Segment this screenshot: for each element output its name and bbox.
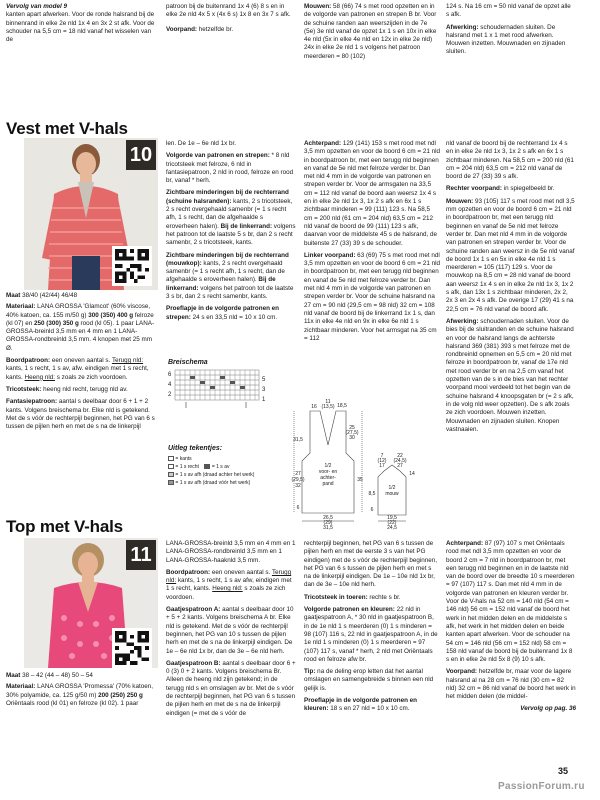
uitleg-legend bbox=[168, 455, 298, 487]
top-voorpand-label: Voorpand: bbox=[446, 668, 478, 676]
vest-zicht1-2: volgens het patroon tot de laatste 5 s br, dan 2 s recht samenbr, 2 s tricotsteek, kants. bbox=[166, 222, 296, 247]
svg-text:31,5: 31,5 bbox=[293, 437, 303, 443]
top-gaatjesB: aantal s deelbaar door 6 + 0 (3) 0 + 2 kants. Volgens breischema Br. Alleen de heeng nld zijn getekend; in de terugg nld s en omslagen av br. Met de s vóór de rechterpijl beginnen, het PG van 6 s tussen de pijlen herh en met de s na de linkerpijl eindigen (= met de s vóór de bbox=[166, 659, 296, 717]
svg-text:16: 16 bbox=[311, 404, 317, 410]
breischema-row-3: 3 bbox=[262, 387, 266, 393]
svg-text:(29,5): (29,5) bbox=[291, 477, 305, 483]
svg-text:17: 17 bbox=[379, 463, 385, 469]
vest-materiaal-qty1: 300 (350) 400 g bbox=[88, 311, 134, 319]
top-materiaal: LANA GROSSA 'Promessa' (70% katoen, 30% polyamide, ca. 125 g/50 m) bbox=[6, 683, 153, 699]
vest-schematic bbox=[290, 395, 442, 531]
mouwen-label: Mouwen: bbox=[304, 3, 332, 10]
vest-proef: 24 s en 33,5 nld = 10 x 10 cm. bbox=[190, 313, 278, 321]
top-boord-heeng: Heeng nld: bbox=[212, 585, 243, 593]
top-tip: na de deling erop letten dat het aantal omslagen en samengebreide s binnen een nld gelijk is. bbox=[304, 668, 434, 692]
vest-materiaal-label: Materiaal: bbox=[6, 303, 36, 311]
continuation-col-3 bbox=[304, 3, 440, 64]
svg-text:1/2: 1/2 bbox=[324, 463, 332, 469]
legend-av-afh-voor: = 1 s av afh (draad vóór het werk) bbox=[168, 479, 298, 487]
top-number-badge: 11 bbox=[126, 540, 156, 570]
svg-text:27: 27 bbox=[397, 463, 403, 469]
legend-av-afh-achter: = 1 s av afh (draad achter het werk) bbox=[168, 471, 298, 479]
vest-materiaal-3: rood (kl 05). 1 paar LANA-GROSSA-breinld 3,5 mm en 4 mm en 1 LANA-GROSSA-rondbreinld 3,5 mm. 4 knopen met 25 mm Ø. bbox=[6, 319, 155, 352]
vest-mouwen: 93 (105) 117 s met rood met ndl 3,5 mm opzetten en voor de boord 6 cm = 21 nld in boordpatroon br, met een terugg nld beginnen en vanaf de 5e nld met felroze verder br. Dan met nld 4 mm in de volgorde van patronen en strepen verder br. Voor de schuine randen aan weersz in de 5e nld vanaf de boord 1x 1 s en 5x in elke 4e nld 1 s meerderen = 105 (117) 129 s. Voor de mouwkop na 8,5 cm = 28 nld vanaf de boord aan weersz 1x 4 s en in elke 2e nld 1x 3, 1x 2 s afk, dan 13x 1 s zichtbaar minderen, 2x 2, 2x 3 en 2x 4 s afk. De overige 17 (29) 41 s na 22,5 cm = 76 nld vanaf de boord afk. bbox=[446, 197, 575, 313]
svg-text:19,5: 19,5 bbox=[387, 515, 397, 521]
vest-zicht2: kants, 2 s recht overgehaald samenbr (= 1 s recht afh, 1 s recht, dan de afgehaalde s eroverheen halen). bbox=[166, 259, 285, 284]
continuation-heading: Vervolg van model 9 bbox=[6, 3, 68, 10]
vest-linker-label: Linker voorpand: bbox=[304, 251, 356, 259]
vest-rechter-label: Rechter voorpand: bbox=[446, 185, 502, 193]
svg-text:31,5: 31,5 bbox=[323, 525, 333, 531]
legend-kants: = kants bbox=[168, 455, 298, 463]
continuation-col-2 bbox=[166, 3, 296, 37]
vest-zicht1-links: Bij de linkerrand: bbox=[220, 222, 273, 230]
breischema-row-2: 2 bbox=[168, 392, 172, 398]
vest-title: Vest met V-hals bbox=[6, 119, 128, 138]
vest-boord-heeng: Heeng nld: bbox=[24, 373, 56, 381]
continuation-text: kanten apart afwerken. Voor de ronde halsrand bij de binnenrand in elke 2e nld 1x 4 en 3x 2 st afk. Voor de schouder na 5,5 cm = 18 nld vanaf het wisselen van de bbox=[6, 11, 155, 44]
top-col-1 bbox=[6, 672, 158, 711]
top-boord-3: s zoals ze zich voordoen. bbox=[166, 585, 286, 601]
top-col-3 bbox=[304, 540, 440, 717]
top-boord: een oneven aantal s. bbox=[210, 568, 272, 576]
top-boord-terugg: Terugg nld: bbox=[166, 568, 292, 585]
top-maat-label: Maat bbox=[6, 672, 21, 679]
vest-achterpand-label: Achterpand: bbox=[304, 140, 342, 147]
top-achter-label: Achterpand: bbox=[446, 540, 484, 547]
top-col2-intro: LANA-GROSSA-breinld 3,5 mm en 4 mm en 1 LANA-GROSSA-rondbreinld 3,5 mm en 1 LANA-GROSSA-haaknld 3,5 mm. bbox=[166, 540, 296, 564]
breischema-row-6: 6 bbox=[168, 372, 172, 378]
top-volgorde: 22 nld in gaatjespatroon A, * 30 nld in gaatjespatroon B, in de 1e nld 1 s meerderen (0) 1 s minderen = 98 (107) 116 s, 22 nld in gaatjespatroon A, in de 1e nld 1 s minderen (0) 1 s meerderen = 97 (107) 117 s, vanaf * herh, 2 nld met Oriëntaals rood en felroze afw br. bbox=[304, 606, 438, 663]
svg-text:(13,5): (13,5) bbox=[321, 404, 335, 410]
vest-zicht2-label: Zichtbare minderingen bij de rechterrand (mouwkop): bbox=[166, 251, 289, 267]
top-proef: 18 s en 27 nld = 10 x 10 cm. bbox=[328, 705, 410, 713]
svg-text:achter-: achter- bbox=[320, 475, 336, 481]
svg-text:25: 25 bbox=[349, 425, 355, 431]
svg-text:(27,5): (27,5) bbox=[345, 430, 359, 436]
top-gaatjesA: aantal s deelbaar door 10 + 5 + 2 kants. Volgens breischema A br. Elke nld is getekend. Met de s vóór de rechterpijl beginnen, het PG van 10 s tussen de pijlen herh en met de s na de linkerpijl eindigen. De 1e – 6e nld 1x br, dan de 3e – 6e nld herh. bbox=[166, 606, 294, 655]
top-boord-label: Boordpatroon: bbox=[166, 568, 211, 576]
top-tip-label: Tip: bbox=[304, 668, 316, 676]
top-col3-intro: rechterpijl beginnen, het PG van 6 s tussen de pijlen herh en met de eerste 3 s van het PG eindigen) met de s vóór de rechterpijl beginnen, het PG van 6 s tussen de pijlen herh en met s na de linkerpijl eindigen. De 1e – 10e nld 1x br, dan de 3e – 10e nld herh. bbox=[304, 540, 438, 589]
top-trico-label: Tricotsteek in toeren: bbox=[304, 593, 368, 601]
vest-maat-label: Maat bbox=[6, 292, 21, 299]
vervolg-link[interactable]: Vervolg op pag. 36 bbox=[520, 704, 576, 712]
vest-afwerking-label: Afwerking: bbox=[446, 317, 479, 325]
continuation-col-4 bbox=[446, 3, 574, 60]
top-title: Top met V-hals bbox=[6, 517, 123, 536]
afwerking-text: schoudernaden sluiten. De halsrand met 1 x 1 met rood afwerken. Mouwen inzetten. Mouwnaden en zijnaden sluiten. bbox=[446, 23, 566, 56]
vest-maat: 38/40 (42/44) 46/48 bbox=[20, 292, 78, 299]
svg-text:(22): (22) bbox=[387, 520, 397, 526]
breischema-title: Breischema bbox=[168, 359, 208, 366]
vest-zicht1-label: Zichtbare minderingen bij de rechterrand (schuine halsranden): bbox=[166, 189, 289, 205]
vest-boord-label: Boordpatroon: bbox=[6, 357, 51, 365]
continuation-col4-text: 124 s. Na 16 cm = 50 nld vanaf de opzet alle s afk. bbox=[446, 3, 571, 19]
vest-col-4 bbox=[446, 140, 576, 437]
voorpand-text: hetzelfde br. bbox=[197, 25, 234, 33]
vest-materiaal: LANA GROSSA 'Glamcot' (60% viscose, 40% katoen, ca. 155 m/50 g) bbox=[6, 303, 151, 319]
svg-text:30: 30 bbox=[349, 435, 355, 441]
vest-achterpand: 129 (141) 153 s met rood met ndl 3,5 mm opzetten en voor de boord 6 cm = 21 nld in boordpatroon br, met een terugg nld beginnen en vanaf de 5e nld met felroze verder br. Dan met nld 4 mm in de volgorde van patronen en strepen verder br. Voor de armsgaten na 33,5 cm = 112 nld vanaf de boord aan weersz 1x 4 s en in elke 2e nld 1x 3, 1x 2 s afk en 6x 1 s zichtbaar minderen = 99 (111) 123 s. Na 58,5 cm = 200 nld (61 cm = 204 nld) 63,5 cm = 212 nld vanaf de boord de 99 (111) 123 s afk, daarvan voor de middelste 45 s de halsrand, de buitenste 27 (33) 39 s de schouder. bbox=[304, 140, 440, 247]
svg-text:27: 27 bbox=[295, 471, 301, 477]
vest-proef-label: Proeflapje in de volgorde patronen en strepen: bbox=[166, 305, 280, 321]
top-qr-code[interactable] bbox=[112, 628, 152, 668]
svg-text:6: 6 bbox=[296, 505, 300, 511]
voorpand-label: Voorpand: bbox=[166, 25, 198, 33]
vest-col-1 bbox=[6, 292, 158, 434]
vest-boord-2: kants, 1 s recht, 1 s av, afw. eindigen met 1 s recht, kants. bbox=[6, 365, 149, 381]
page-number: 35 bbox=[558, 766, 569, 776]
top-maat: 38 – 42 (44 – 48) 50 – 54 bbox=[20, 672, 93, 679]
svg-text:voor- en: voor- en bbox=[318, 469, 338, 475]
vest-fantasie-label: Fantasiepatroon: bbox=[6, 398, 58, 406]
top-gaatjesA-label: Gaatjespatroon A: bbox=[166, 606, 221, 614]
svg-text:11: 11 bbox=[325, 399, 331, 405]
svg-text:1/2: 1/2 bbox=[388, 485, 396, 491]
vest-zicht1: kants, 2 s tricotsteek, 2 s recht overgehaald samenbr (= 1 s recht afh, 1 s recht, dan de afgehaalde s eroverheen halen). bbox=[166, 197, 293, 230]
continuation-col2-text: patroon bij de buitenrand 1x 4 (6) 8 s en in elke 2e nld 4x 5 x (4x 6 s) 1x 8 en 3x 7 s afk. bbox=[166, 3, 291, 19]
svg-text:(29): (29) bbox=[323, 520, 333, 526]
vest-col-3 bbox=[304, 140, 440, 346]
afwerking-label: Afwerking: bbox=[446, 23, 479, 31]
breischema-row-1: 1 bbox=[262, 397, 266, 403]
top-materiaal-2: Oriëntaals rood (kl 01) en felroze (kl 02). 1 paar bbox=[6, 699, 139, 707]
vest-col-2 bbox=[166, 140, 296, 325]
vest-zicht2-links: Bij de linkerrand: bbox=[166, 276, 276, 292]
vest-boord-3: s zoals ze zich voordoen. bbox=[55, 373, 128, 381]
top-achter: 87 (97) 107 s met Oriëntaals rood met ndl 3,5 mm opzetten en voor de boord 2 cm = 7 nld in boordpatroon br, met een terugg nld beginnen en in de laatste nld van de boord over de breedte 10 s meerderen = 97 (107) 117 s. Dan met nld 4 mm in de volgorde van patronen en kleuren verder br. Voor de V-hals na 52 cm = 140 nld (54 cm = 146 nld) 56 cm = 152 nld vanaf de boord het werk in het midden delen en de middelste s afk, het werk in het midden delen en beide kanten apart afwerken. Voor de schouder na 54 cm = 146 nld (56 cm = 152 nld) 58 cm = 158 nld vanaf de boord bij de buitenrand 1x 8 s en in elke 2e nld 5x 8 (9) 10 s afk. bbox=[446, 540, 575, 664]
vest-trico: heeng nld recht, terugg nld av. bbox=[41, 385, 128, 393]
svg-text:6: 6 bbox=[370, 507, 374, 513]
vest-number-badge: 10 bbox=[126, 140, 156, 170]
top-materiaal-label: Materiaal: bbox=[6, 683, 36, 691]
svg-text:24,5: 24,5 bbox=[387, 525, 397, 531]
svg-text:32: 32 bbox=[295, 483, 301, 489]
vest-col2-intro: len. De 1e – 6e nld 1x br. bbox=[166, 140, 237, 147]
vest-trico-label: Tricotsteek: bbox=[6, 385, 42, 393]
svg-text:(24,5): (24,5) bbox=[393, 458, 407, 464]
mouwen-text: 58 (66) 74 s met rood opzetten en in de volgorde van patronen en strepen B br. Voor de schuine randen aan weerszijden in de 7e (5e) 3e nld vanaf de opzet 1x 1 s en 10x in elke 4e nld (5x in elke 4e nld en 12x in elke 2e nld) 24x in elke 2e nld 1 s volgens het patroon meerderen = 80 (102) bbox=[304, 3, 437, 60]
svg-text:(12): (12) bbox=[377, 458, 387, 464]
svg-text:22: 22 bbox=[397, 453, 403, 459]
continuation-col-1 bbox=[6, 3, 158, 47]
svg-text:26,5: 26,5 bbox=[323, 515, 333, 521]
body-outline bbox=[302, 411, 354, 513]
vest-boord-terugg: Terugg nld: bbox=[111, 357, 144, 365]
breischema-grid bbox=[166, 368, 270, 436]
top-proef-label: Proeflapje in de volgorde patronen en kleuren: bbox=[304, 697, 418, 713]
vest-boord: een oneven aantal s. bbox=[50, 357, 112, 365]
top-volgorde-label: Volgorde patronen en kleuren: bbox=[304, 606, 395, 614]
top-col-4 bbox=[446, 540, 576, 716]
svg-text:14: 14 bbox=[409, 471, 415, 477]
vest-qr-code[interactable] bbox=[112, 246, 152, 286]
top-voorpand: hetzelfde br, maar voor de lagere halsrand al na 28 cm = 76 nld (30 cm = 82 nld) 32 cm = 86 nld vanaf de boord het werk in het midden delen (de middel- bbox=[446, 668, 576, 701]
vest-linker: 63 (69) 75 s met rood met ndl 3,5 mm opzetten en voor de boord 6 cm = 21 nld in boordpatroon br, met een terugg nld beginnen en vanaf de 5e nld met felroze verder br. Dan met nld 4 mm in de volgorde van patronen en strepen verder br. Voor de schuine halsrand na 27 cm = 90 nld (29,5 cm = 98 nld) 32 cm = 108 nld vanaf de boord bij de linkerrand 1x 1 s, dan 11x in elke 4e nld en 9x in elke 6e nld 1 s zichtbaar minderen. Voor het armsgat na 35 cm = 112 bbox=[304, 251, 440, 342]
vest-volgorde-label: Volgorde van patronen en strepen: bbox=[166, 152, 270, 160]
breischema-row-5: 5 bbox=[262, 377, 266, 383]
svg-text:8,5: 8,5 bbox=[368, 491, 376, 497]
vest-volgorde: * 8 nld tricotsteek met felroze, 6 nld in fantasiepatroon, 2 nld in rood, felroze en rood br, vanaf * herh. bbox=[166, 152, 294, 185]
top-boord-2: kants, 1 s recht, 1 s av afw, eindigen met 1 s recht, kants. bbox=[166, 577, 292, 593]
svg-text:35: 35 bbox=[357, 477, 363, 483]
vest-col4-intro: nld vanaf de boord bij de rechterrand 1x 4 s en in elke 2e nld 1x 3, 1x 2 s afk en 6x 1 s zichtbaar minderen. Na 58,5 cm = 200 nld (61 cm = 204 nld) 63,5 cm = 212 nld vanaf de boord de 27 (33) 39 s afk. bbox=[446, 140, 574, 181]
top-col-2 bbox=[166, 540, 296, 721]
top-gaatjesB-label: Gaatjespatroon B: bbox=[166, 659, 221, 667]
breischema-row-4: 4 bbox=[168, 382, 172, 388]
svg-text:pand: pand bbox=[322, 481, 334, 487]
vest-rechter: in spiegelbeeld br. bbox=[501, 185, 555, 193]
uitleg-tekentjes-title: Uitleg tekentjes: bbox=[168, 445, 223, 452]
vest-fantasie: aantal s deelbaar door 6 + 1 + 2 kants. Volgens breischema br. Elke nld is getekend. Met de s vóór de rechterpijl beginnen, het PG van 6 s tussen de pijlen herh en met de s na de linkerpijl bbox=[6, 398, 155, 431]
svg-text:mouw: mouw bbox=[385, 491, 399, 497]
legend-recht-av: = 1 s recht = 1 s av bbox=[168, 463, 298, 471]
top-materiaal-qty: 200 (250) 250 g bbox=[98, 691, 143, 699]
vest-zicht2-2: volgens het patroon tot de laatste 3 s br, dan 2 s recht samenbr, kants. bbox=[166, 284, 294, 301]
watermark: PassionForum.ru bbox=[498, 781, 585, 792]
vest-mouwen-label: Mouwen: bbox=[446, 197, 474, 205]
svg-text:7: 7 bbox=[380, 453, 384, 459]
vest-materiaal-2: felroze (kl 07) en bbox=[6, 311, 154, 327]
svg-text:18,5: 18,5 bbox=[337, 403, 347, 409]
top-trico: rechte s br. bbox=[367, 593, 401, 601]
vest-materiaal-qty2: 250 (300) 350 g bbox=[34, 319, 79, 327]
vest-afwerking: schoudernaden sluiten. Voor de bies bij de sluitranden en de schuine halsrand en voor de halsrand langs de achterste halsrand 369 (381) 393 s met felroze met de rondbreinld opnemen en 5,5 cm = 20 nld met felroze in boordpatroon br, vanaf de 17e nld met rood verder br en na 2,5 cm vanaf het opzetten van de s in de bies van het rechter voorpand mooi verdeeld tot het begin van de schuine halsrand 4 knoopsgaten br (= 2 s afk, in de volg nld weer opzetten). De s afk zoals ze zich voordoen. Mouwen inzetten. Mouwnaden en zijnaden sluiten. Knopen vastnaaien. bbox=[446, 317, 574, 433]
